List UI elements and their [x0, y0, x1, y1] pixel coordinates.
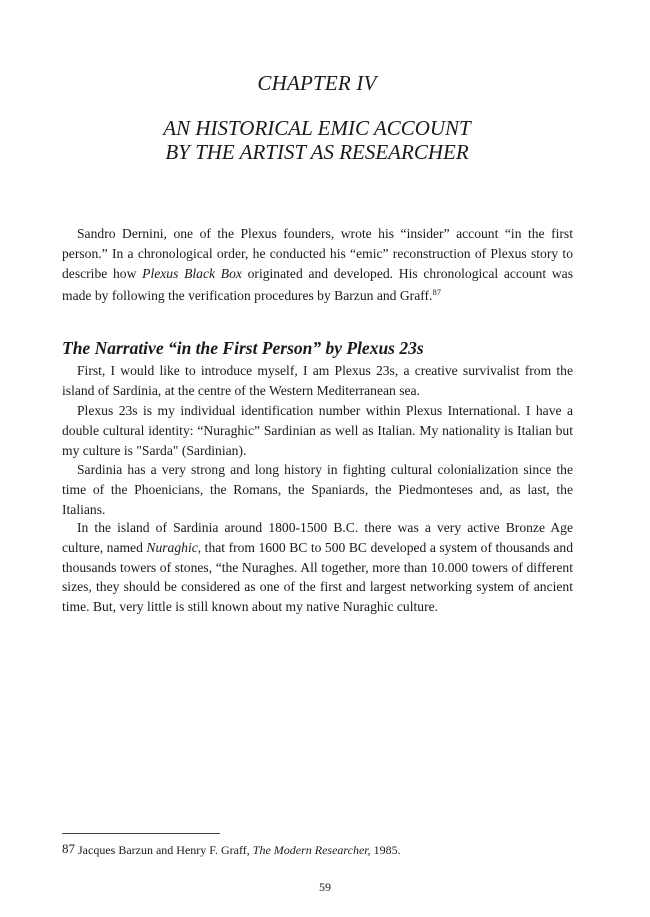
footnote-divider [62, 833, 220, 834]
chapter-label: CHAPTER IV [257, 71, 377, 95]
narrative-paragraph-2: Plexus 23s is my individual identification number within Plexus International. I have a double cultural identity: “Nuraghic” Sardinian as well as Italian. My nationality is Italian but my culture is "Sarda" (Sardinian). [62, 403, 573, 458]
footnote-italic-title: The Modern Researcher, [252, 843, 371, 857]
footnote-number: 87 [62, 841, 75, 856]
narrative-paragraph-1: First, I would like to introduce myself, I am Plexus 23s, a creative survivalist from the island of Sardinia, at the centre of the Western Mediterranean sea. [62, 363, 573, 398]
narrative-paragraph-3: Sardinia has a very strong and long history in fighting cultural colonialization since the time of the Phoenicians, the Romans, the Spaniards, the Piedmonteses and, as last, the Italians. [62, 462, 573, 517]
page-number: 59 [319, 880, 331, 894]
paragraph-4-italic: Nuraghic [146, 539, 198, 555]
chapter-title [0, 116, 634, 164]
intro-italic-title: Plexus Black Box [142, 265, 242, 281]
footnote-text-part-2: 1985. [370, 843, 401, 857]
chapter-title-line-1: AN HISTORICAL EMIC ACCOUNT [163, 116, 471, 140]
paragraph-4-part-1: In the island of Sardinia around 1800-1500 B.C. there was a very active Bronze Age culture, named [62, 520, 573, 555]
intro-text-part-2: originated and developed. His chronological account was made by following the verification procedures by Barzun and Graff. [62, 265, 573, 304]
footnote-text-part-1: Jacques Barzun and Henry F. Graff, [75, 843, 253, 857]
footnote [62, 841, 401, 858]
section-heading: The Narrative “in the First Person” by Plexus 23s [62, 338, 424, 358]
paragraph-4-part-2: , that from 1600 BC to 500 BC developed a system of thousands and thousands towers of stones, “the Nuraghes. All together, more than 10.000 towers of different sizes, they should be considered as one of the first and largest networking system of ancient time. But, very little is still known about my native Nuraghic culture. [62, 539, 574, 615]
intro-paragraph [62, 224, 573, 306]
intro-text-part-1: Sandro Dernini, one of the Plexus founders, wrote his “insider” account “in the first person.” In a chronological order, he conducted his “emic” reconstruction of Plexus story to describe how [62, 226, 573, 281]
footnote-reference: 87 [432, 287, 441, 298]
narrative-paragraph-4 [62, 518, 573, 617]
chapter-title-line-2: BY THE ARTIST AS RESEARCHER [165, 140, 469, 164]
